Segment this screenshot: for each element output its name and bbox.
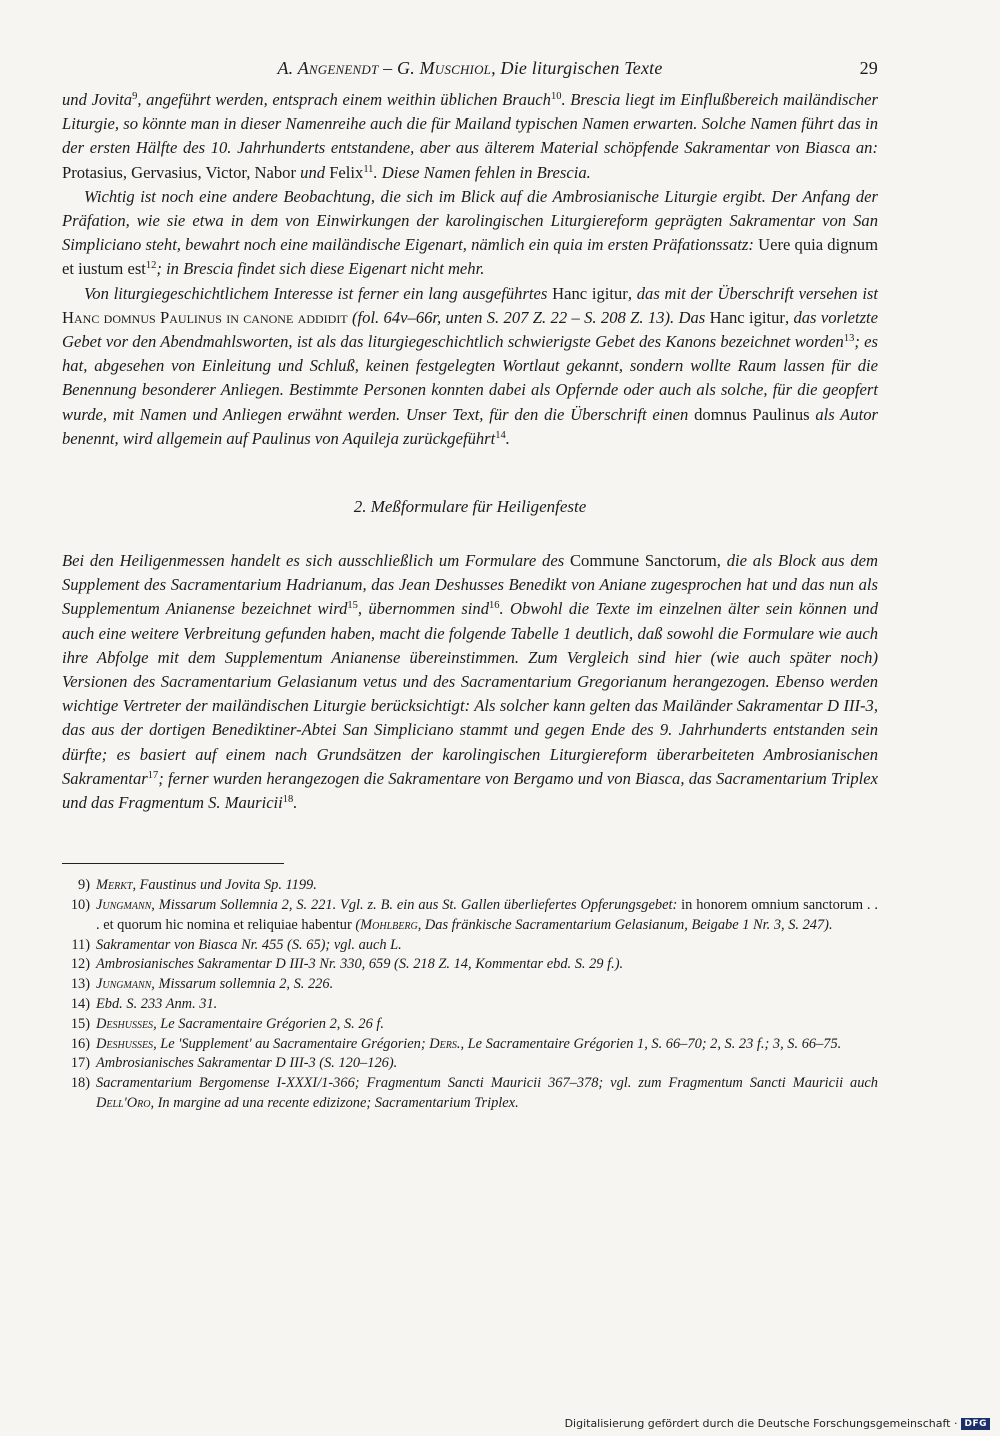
footnote bbox=[62, 995, 878, 1015]
text-run: und Jovita bbox=[62, 90, 133, 109]
footnote-text bbox=[96, 1035, 878, 1055]
latin-term: Commune Sanctorum bbox=[569, 551, 717, 571]
text-run: , Le Sacramentaire Grégorien 2, S. 26 f. bbox=[153, 1015, 384, 1032]
text-run: ; ferner wurden herangezogen die Sakramentare von Bergamo und von Biasca, das Sacramentarium Triplex und das Fragmentum S. Mauricii bbox=[62, 768, 878, 813]
footnote-number: 15) bbox=[70, 1015, 90, 1032]
latin-quote: Uere quia dignum et iustum est bbox=[62, 235, 878, 279]
page-number: 29 bbox=[859, 58, 878, 78]
footnote-text bbox=[96, 876, 878, 896]
text-run: Ebd. S. 233 Anm. 31. bbox=[96, 996, 218, 1013]
dfg-logo-icon: DFG bbox=[961, 1418, 990, 1430]
text-run: , übernommen sind bbox=[357, 599, 489, 619]
text-run: , In margine ad una recente edizizone; Sacramentarium Triplex. bbox=[150, 1095, 519, 1112]
footnote-number: 12) bbox=[70, 956, 90, 973]
text-run: , das vorletzte Gebet vor den Abendmahlsworten, ist als das liturgiegeschichtlich schwierigste Gebet des Kanons bezeichnet worden bbox=[62, 307, 879, 352]
text-run: , Missarum sollemnia 2, S. 226. bbox=[151, 976, 334, 993]
footnote-ref[interactable]: 15 bbox=[347, 600, 358, 612]
cited-author: Deshusses bbox=[96, 1015, 154, 1032]
footnote-ref[interactable]: 13 bbox=[843, 333, 855, 345]
text-run: Wichtig ist noch eine andere Beobachtung, die sich im Blick auf die Ambrosianische Liturgie ergibt. Der Anfang der Präfation, wie sie etwa in dem von Einwirkungen der karolingischen Liturgiereform geprägten Sakramentar von San Simpliciano steht, bewahrt noch eine mailändische Eigenart, nämlich ein quia im ersten Präfationssatz: bbox=[62, 186, 878, 255]
footnote-number: 11) bbox=[71, 936, 90, 953]
footnote-number: 18) bbox=[70, 1075, 90, 1092]
footnote bbox=[62, 936, 878, 956]
paragraph-4 bbox=[62, 549, 878, 815]
footnotes bbox=[62, 876, 878, 1114]
text-run: , das mit der Überschrift versehen ist bbox=[627, 283, 878, 303]
paragraph-2 bbox=[62, 185, 878, 282]
text-run: , Le Sacramentaire Grégorien 1, S. 66–70; 2, S. 23 f.; 3, S. 66–75. bbox=[460, 1035, 842, 1052]
footnote-number: 9) bbox=[78, 877, 90, 894]
footnote-separator bbox=[62, 863, 284, 864]
footnote bbox=[62, 1035, 878, 1055]
footnote-number: 14) bbox=[70, 996, 90, 1013]
cited-author: Jungmann bbox=[96, 897, 152, 914]
text-run: Sacramentarium Bergomense I-XXXI/1-366; Fragmentum Sancti Mauricii 367–378; vgl. zum Fragmentum Sancti Mauricii auch bbox=[96, 1075, 878, 1092]
saint-names: Felix bbox=[329, 162, 364, 182]
footnote-ref[interactable]: 14 bbox=[495, 429, 506, 441]
cited-author: Dell'Oro bbox=[96, 1095, 151, 1112]
footnote-ref[interactable]: 10 bbox=[550, 91, 562, 102]
paragraph-3 bbox=[62, 282, 878, 451]
footnote-text bbox=[96, 1074, 878, 1114]
footnote-ref[interactable]: 11 bbox=[363, 163, 374, 175]
footnote-ref[interactable]: 9 bbox=[132, 91, 138, 102]
latin-heading-quote: Hanc domnus Paulinus in canone addidit bbox=[62, 307, 348, 327]
text-run: , die als Block aus dem Supplement des Sacramentarium Hadrianum, das Jean Deshusses Benedikt von Aniane zugesprochen hat und das nun als Supplementum Anianense bezeichnet wird bbox=[62, 551, 878, 619]
running-head bbox=[62, 58, 878, 88]
digitization-footer bbox=[565, 1417, 990, 1430]
footnote-ref[interactable]: 12 bbox=[145, 260, 157, 272]
author-2: G. Muschiol bbox=[397, 58, 492, 78]
text-run: . bbox=[293, 793, 298, 813]
footnote-ref[interactable]: 16 bbox=[489, 600, 500, 612]
footnote-number: 10) bbox=[70, 897, 90, 914]
text-run: . Diese Namen fehlen in Brescia. bbox=[373, 162, 591, 182]
cited-author: Deshusses bbox=[96, 1035, 154, 1052]
text-run: ; in Brescia findet sich diese Eigenart nicht mehr. bbox=[156, 259, 485, 279]
running-head-title bbox=[277, 58, 662, 78]
footnote bbox=[62, 896, 878, 936]
text-run: Sakramentar von Biasca Nr. 455 (S. 65); vgl. auch L. bbox=[96, 936, 402, 953]
paragraph-1 bbox=[62, 88, 878, 185]
footnote-text bbox=[96, 1054, 878, 1074]
footer-text: Digitalisierung gefördert durch die Deutsche Forschungsgemeinschaft · bbox=[564, 1417, 958, 1430]
text-run: und bbox=[296, 162, 330, 182]
footnote-text bbox=[96, 1015, 878, 1035]
text-run: Von liturgiegeschichtlichem Interesse ist ferner ein lang ausgeführtes bbox=[84, 283, 553, 303]
footnote-number: 13) bbox=[70, 976, 90, 993]
text-run: (fol. 64v–66r, unten S. 207 Z. 22 – S. 208 Z. 13). Das bbox=[347, 307, 710, 327]
body-text bbox=[62, 88, 878, 451]
cited-author: Jungmann bbox=[96, 976, 152, 993]
text-run: . bbox=[505, 428, 510, 448]
text-run: . Brescia liegt im Einflußbereich mailändischer Liturgie, so könnte man in dieser Namenreihe auch die für Mailand typischen Namen erwarten. Solche Namen führt das in der ersten Hälfte des 10. Jahrhunderts entstandene, aber aus älterem Material schöpfende Sakramentar von Biasca an: bbox=[62, 90, 878, 158]
cited-author: Ders. bbox=[429, 1035, 461, 1052]
author-separator: – bbox=[383, 58, 393, 78]
text-run: Ambrosianisches Sakramentar D III-3 Nr. 330, 659 (S. 218 Z. 14, Kommentar ebd. S. 29 f.). bbox=[96, 956, 624, 973]
text-run: als Autor benennt, wird allgemein auf Paulinus von Aquileja zurückgeführt bbox=[62, 404, 878, 448]
latin-term: Hanc igitur bbox=[552, 283, 628, 303]
footnote bbox=[62, 1074, 878, 1114]
footnote-text bbox=[96, 955, 878, 975]
footnote-ref[interactable]: 17 bbox=[147, 769, 159, 781]
footnote bbox=[62, 955, 878, 975]
footnote-text bbox=[96, 975, 878, 995]
text-run: Ambrosianisches Sakramentar D III-3 (S. 120–126). bbox=[96, 1055, 398, 1072]
footnote-number: 16) bbox=[70, 1035, 90, 1052]
footnote-text bbox=[96, 896, 878, 936]
saint-names: Protasius, Gervasius, Victor, Nabor bbox=[62, 162, 296, 182]
latin-term: Hanc igitur bbox=[709, 307, 785, 327]
text-run: Bei den Heiligenmessen handelt es sich ausschließlich um Formulare des bbox=[62, 551, 570, 571]
text-run: ; es hat, abgesehen von Einleitung und Schluß, keinen festgelegten Wortlaut gekannt, sondern wollte Raum lassen für die Benennung besonderer Anliegen. Bestimmte Personen konnten dabei als Opfernde oder auch als solche, für die geopfert wurde, mit Namen und Anliegen erwähnt werden. Unser Text, für den die Überschrift einen bbox=[62, 332, 878, 424]
text-run: , angeführt werden, entsprach einem weithin üblichen Brauch bbox=[137, 90, 551, 109]
author-1: A. Angenendt bbox=[277, 58, 379, 78]
footnote bbox=[62, 1015, 878, 1035]
latin-quote: in honorem omnium sanctorum . . . et quorum hic nomina et reliquiae habentur bbox=[96, 897, 879, 933]
latin-term: domnus Paulinus bbox=[694, 404, 810, 424]
footnote-text bbox=[96, 995, 878, 1015]
footnote-number: 17) bbox=[70, 1055, 90, 1072]
footnote bbox=[62, 975, 878, 995]
article-title: , Die liturgischen Texte bbox=[491, 58, 663, 78]
text-run: , Missarum Sollemnia 2, S. 221. Vgl. z. B. ein aus St. Gallen überliefertes Opferungsgebet: bbox=[151, 897, 682, 914]
text-run: , Das fränkische Sacramentarium Gelasianum, Beigabe 1 Nr. 3, S. 247). bbox=[417, 916, 833, 933]
footnote-text bbox=[96, 936, 878, 956]
text-run: , Le 'Supplement' au Sacramentaire Grégorien; bbox=[153, 1035, 430, 1052]
footnote bbox=[62, 1054, 878, 1074]
footnote bbox=[62, 876, 878, 896]
text-run: ( bbox=[351, 916, 361, 933]
text-run: , Faustinus und Jovita Sp. 1199. bbox=[132, 877, 317, 894]
page bbox=[62, 58, 878, 1114]
body-text-2 bbox=[62, 549, 878, 815]
footnote-ref[interactable]: 18 bbox=[282, 794, 294, 806]
section-heading: 2. Meßformulare für Heiligenfeste bbox=[353, 497, 587, 517]
cited-author: Merkt bbox=[96, 877, 133, 894]
text-run: . Obwohl die Texte im einzelnen älter sein können und auch eine weitere Verbreitung gefunden haben, macht die folgende Tabelle 1 deutlich, daß sowohl die Formulare wie auch ihre Abfolge mit dem Supplementum Anianense übereinstimmen. Zum Vergleich sind hier (wie auch später noch) Versionen des Sacramentarium Gelasianum vetus und des Sacramentarium Gregorianum herangezogen. Ebenso werden wichtige Vertreter der mailändischen Liturgie berücksichtigt: Als solcher kann gelten das Mailänder Sakramentar D III-3, das aus der dortigen Benediktiner-Abtei San Simpliciano stammt und gegen Ende des 9. Jahrhunderts entstanden sein dürfte; es basiert auf einem nach Grundsätzen der karolingischen Liturgiereform überarbeiteten Ambrosianischen Sakramentar bbox=[62, 599, 879, 788]
cited-author: Mohlberg bbox=[360, 916, 418, 933]
